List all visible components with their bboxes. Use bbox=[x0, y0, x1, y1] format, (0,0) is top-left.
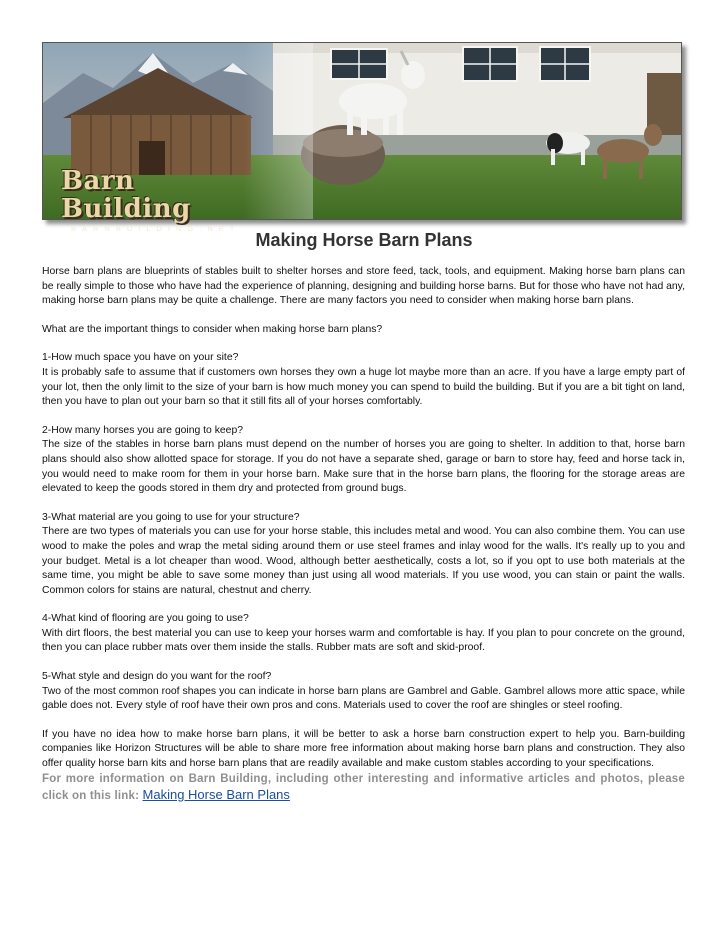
cta-text: For more information on Barn Building, including other interesting and informative articles and photos, please click on this link: bbox=[42, 772, 685, 803]
section-body: It is probably safe to assume that if customers own horses they own a huge lot maybe more than an acre. If you have a large empty part of your lot, then the only limit to the size of your barn is how much money you can spend to build the building. But if you are a bit tight on land, then you have to plan out your barn so that it still fits all of your horses comfortably. bbox=[42, 366, 685, 408]
section-heading: 5-What style and design do you want for the roof? bbox=[42, 671, 272, 683]
section-heading: 4-What kind of flooring are you going to use? bbox=[42, 613, 249, 625]
logo-text: Barn Building bbox=[61, 166, 191, 224]
logo bbox=[61, 166, 261, 233]
section-heading: 1-How much space you have on your site? bbox=[42, 352, 239, 364]
closing-paragraph: If you have no idea how to make horse barn plans, it will be better to ask a horse barn construction expert to help you. Barn-building companies like Horizon Structures will be able to share more free information about making horse barn plans and construction. They also offer quality horse barn kits and horse barn plans that are readily available and make custom stables according to your specifications. bbox=[42, 728, 685, 770]
section-body: The size of the stables in horse barn plans must depend on the number of horses you are going to shelter. In addition to that, horse barn plans should also show allotted space for storage. If you do not have a separate shed, garage or barn to store hay, feed and horse tack in, you would need to make room for them in your horse barn. Make sure that in the horse barn plans, the flooring for the storage areas are elevated to keep the goods stored in them dry and protected from ground bugs. bbox=[42, 439, 685, 495]
section-heading: 2-How many horses you are going to keep? bbox=[42, 424, 243, 436]
header-banner bbox=[42, 42, 682, 233]
section-5 bbox=[42, 670, 685, 714]
logo-subtext: BARNBUILDING.NET bbox=[71, 224, 241, 233]
section-body: Two of the most common roof shapes you can indicate in horse barn plans are Gambrel and Gable. Gambrel allows more attic space, while gable does not. Every style of roof have their own pros and cons. Materials used to cover the roof are shingles or steel roofing. bbox=[42, 685, 685, 712]
section-3 bbox=[42, 511, 685, 599]
section-body: There are two types of materials you can use for your horse stable, this includes metal and wood. You can also combine them. You can use wood to make the poles and wrap the metal siding around them or use steel frames and inlay wood for the walls. It's really up to you and your budget. Metal is a lot cheaper than wood. Wood, although better aesthetically, costs a lot, so if you opt to use both materials at the same time, you might be able to save some money than just using all wood materials. If you use wood, you can stain or paint the walls. Common colors for stains are natural, chestnut and cherry. bbox=[42, 526, 685, 596]
intro-paragraph: Horse barn plans are blueprints of stables built to shelter horses and store feed, tack, tools, and equipment. Making horse barn plans can be really simple to those who have had the experience of planning, designing and building horse barns. But for those who have not had any, making horse barn plans may be quite a challenge. There are many factors you need to consider when making horse barn plans. bbox=[42, 266, 685, 307]
section-1 bbox=[42, 351, 685, 409]
call-to-action bbox=[42, 772, 685, 805]
section-body: With dirt floors, the best material you can use to keep your horses warm and comfortable is hay. If you plan to pour concrete on the ground, then you can place rubber mats over them inside the stalls. Rubber mats are soft and skid-proof. bbox=[42, 627, 685, 654]
section-2 bbox=[42, 424, 685, 497]
question-paragraph: What are the important things to consider when making horse barn plans? bbox=[42, 323, 383, 335]
section-4 bbox=[42, 612, 685, 656]
section-heading: 3-What material are you going to use for your structure? bbox=[42, 511, 300, 523]
article-body bbox=[42, 265, 685, 819]
page-title: Making Horse Barn Plans bbox=[255, 230, 473, 250]
making-horse-barn-plans-link[interactable]: Making Horse Barn Plans bbox=[142, 787, 290, 803]
